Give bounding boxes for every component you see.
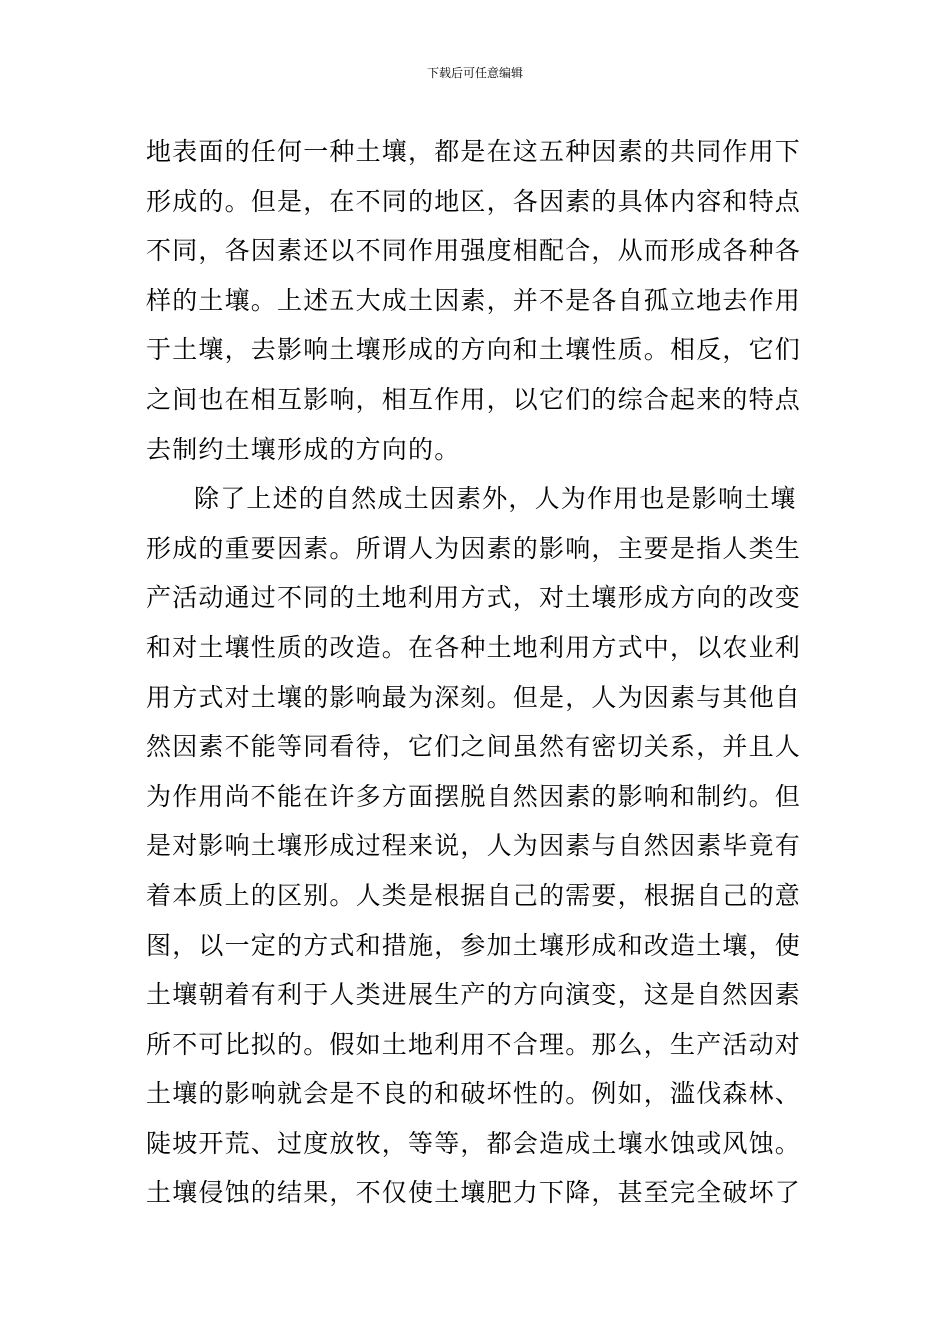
text-line: 不同，各因素还以不同作用强度相配合，从而形成各种各 [146, 236, 802, 266]
text-line: 样的土壤。上述五大成土因素，并不是各自孤立地去作用 [146, 285, 802, 315]
text-line: 地表面的任何一种土壤，都是在这五种因素的共同作用下 [146, 137, 802, 166]
text-line: 土壤朝着有利于人类进展生产的方向演变，这是自然因素 [146, 980, 802, 1010]
text-line: 是对影响土壤形成过程来说，人为因素与自然因素毕竟有 [146, 831, 802, 861]
text-line: 去制约土壤形成的方向的。 [146, 434, 461, 464]
text-line: 形成的。但是，在不同的地区，各因素的具体内容和特点 [146, 186, 802, 216]
text-line: 着本质上的区别。人类是根据自己的需要，根据自己的意 [146, 880, 802, 910]
text-line: 所不可比拟的。假如土地利用不合理。那么，生产活动对 [146, 1029, 802, 1059]
text-line: 之间也在相互影响，相互作用，以它们的综合起来的特点 [146, 384, 802, 414]
paragraph-2 [146, 474, 806, 1218]
document-body [146, 127, 806, 1218]
text-line: 土壤的影响就会是不良的和破坏性的。例如，滥伐森林、 [146, 1079, 802, 1109]
text-line: 用方式对土壤的影响最为深刻。但是，人为因素与其他自 [146, 682, 802, 712]
text-line: 图，以一定的方式和措施，参加土壤形成和改造土壤，使 [146, 930, 802, 960]
text-line: 土壤侵蚀的结果，不仅使土壤肥力下降，甚至完全破坏了 [146, 1178, 802, 1208]
text-line: 于土壤，去影响土壤形成的方向和土壤性质。相反，它们 [146, 335, 802, 365]
paragraph-1 [146, 127, 806, 474]
text-line: 陡坡开荒、过度放牧，等等，都会造成土壤水蚀或风蚀。 [146, 1128, 802, 1158]
text-line: 形成的重要因素。所谓人为因素的影响，主要是指人类生 [146, 533, 802, 563]
text-line: 和对土壤性质的改造。在各种土地利用方式中，以农业利 [146, 632, 802, 662]
text-line: 产活动通过不同的土地利用方式，对土壤形成方向的改变 [146, 583, 802, 613]
text-line: 除了上述的自然成土因素外，人为作用也是影响土壤 [194, 484, 797, 514]
text-line: 为作用尚不能在许多方面摆脱自然因素的影响和制约。但 [146, 781, 802, 811]
text-line: 然因素不能等同看待，它们之间虽然有密切关系，并且人 [146, 732, 802, 762]
page-header: 下载后可任意编辑 [426, 66, 523, 80]
